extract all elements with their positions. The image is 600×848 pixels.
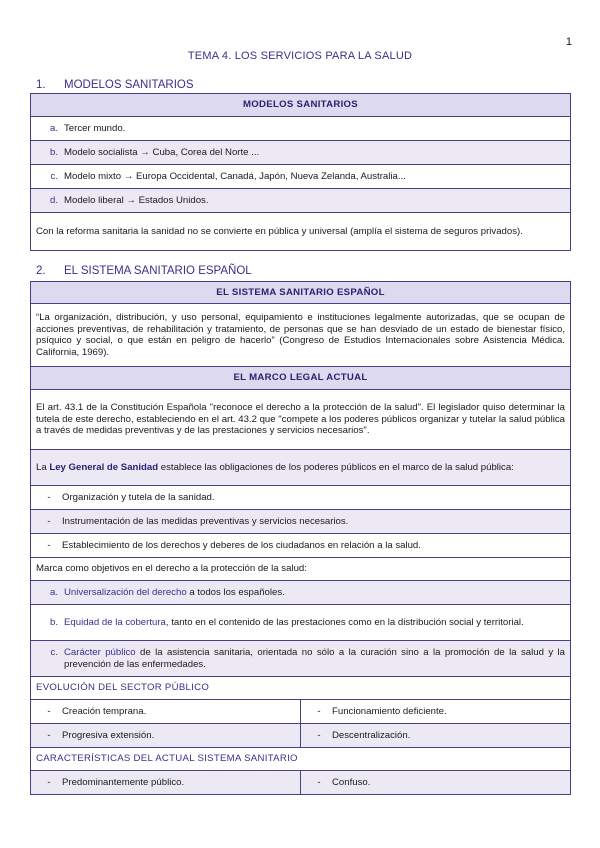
dash-marker: - (47, 705, 51, 717)
list-item (31, 641, 571, 677)
table-cell (301, 724, 571, 748)
page-title: TEMA 4. LOS SERVICIOS PARA LA SALUD (187, 50, 413, 62)
list-item (31, 581, 571, 605)
reform-note: Con la reforma sanitaria la sanidad no se convierte en pública y universal (amplía el sistema de seguros privados). (31, 213, 571, 251)
evolution-title: EVOLUCIÓN DEL SECTOR PÚBLICO (31, 677, 571, 700)
objective-highlight: Carácter público (64, 647, 136, 658)
dash-marker: - (317, 776, 321, 788)
list-item (31, 605, 571, 641)
section-1-heading (36, 79, 194, 91)
item-text: Modelo socialista → Cuba, Corea del Norte ... (64, 146, 260, 158)
dash-marker: - (47, 776, 51, 788)
legal-text: El art. 43.1 de la Constitución Española "reconoce el derecho a la protección de la salud". El legislador quiso determinar la tutela de este derecho, estableciendo en el art. 43.2 que "compete a los poderes públicos organizar y tutelar la salud pública a través de medidas preventivas y de las prestaciones y servicios necesarios". (31, 390, 571, 450)
evolution-text: Funcionamiento deficiente. (332, 705, 447, 717)
table-cell (301, 771, 571, 795)
obligation-text: Establecimiento de los derechos y deberes de los ciudadanos en relación a la salud. (62, 539, 421, 551)
dash-marker: - (317, 729, 321, 741)
characteristics-title: CARACTERÍSTICAS DEL ACTUAL SISTEMA SANITARIO (31, 748, 571, 771)
sistema-sanitario-table (30, 281, 571, 795)
item-marker: a. (49, 586, 58, 598)
obligation-text: Organización y tutela de la sanidad. (62, 491, 215, 503)
item-text: Modelo liberal → Estados Unidos. (64, 194, 209, 206)
item-text: Tercer mundo. (64, 122, 126, 134)
lgs-paragraph (31, 450, 571, 486)
objective-text: a todos los españoles. (186, 586, 285, 598)
objective-highlight: Universalización del derecho (64, 586, 187, 598)
dash-marker: - (47, 539, 51, 551)
list-item (31, 486, 571, 510)
list-item (31, 189, 571, 213)
item-marker: c. (50, 170, 58, 182)
dash-marker: - (47, 729, 51, 741)
objective-highlight: Equidad de la cobertura, (64, 616, 169, 628)
item-marker: d. (49, 194, 58, 206)
lgs-suffix: establece las obligaciones de los poderes públicos en el marco de la salud pública: (158, 461, 514, 473)
sistema-box-title: EL SISTEMA SANITARIO ESPAÑOL (31, 282, 571, 304)
definition-text: “La organización, distribución, y uso personal, equipamiento e instituciones legalmente autorizadas, que se ocupan de acciones preventivas, de rehabilitación y tratamiento, de personas que se han desviado de un estado de bienestar físico, psíquico y social, o que están en peligro de hacerlo” (Congreso de Estudios Internacionales sobre Asistencia Médica. California, 1969). (31, 304, 571, 367)
item-marker: b. (49, 616, 58, 628)
objectives-intro: Marca como objetivos en el derecho a la protección de la salud: (31, 558, 571, 581)
list-item (31, 165, 571, 189)
item-marker: c. (50, 647, 58, 658)
page-number: 1 (565, 36, 572, 48)
item-marker: b. (49, 146, 58, 158)
objective-text: de la asistencia sanitaria, orientada no sólo a la curación sino a la promoción de la salud y la prevención de las enfermedades. (64, 647, 565, 670)
list-item (31, 534, 571, 558)
characteristics-text: Predominantemente público. (62, 776, 185, 788)
evolution-text: Descentralización. (332, 729, 411, 741)
lgs-prefix: La (36, 461, 50, 473)
lgs-name: Ley General de Sanidad (49, 461, 159, 473)
table-cell (31, 771, 301, 795)
list-item (31, 510, 571, 534)
table-cell (31, 724, 301, 748)
section-2-heading (36, 265, 252, 277)
modelos-box-title: MODELOS SANITARIOS (31, 94, 571, 117)
table-cell (301, 700, 571, 724)
item-marker: a. (49, 122, 58, 134)
table-cell (31, 700, 301, 724)
dash-marker: - (47, 515, 51, 527)
dash-marker: - (317, 705, 321, 717)
objective-text: tanto en el contenido de las prestaciones como en la distribución social y territorial. (168, 616, 524, 628)
evolution-text: Progresiva extensión. (62, 729, 155, 741)
item-text: Modelo mixto → Europa Occidental, Canadá, Japón, Nueva Zelanda, Australia... (64, 170, 406, 182)
dash-marker: - (47, 491, 51, 503)
modelos-sanitarios-table (30, 93, 571, 251)
section-2-number: 2. (36, 265, 46, 277)
list-item (31, 117, 571, 141)
list-item (31, 141, 571, 165)
section-1-title: MODELOS SANITARIOS (64, 79, 194, 91)
section-2-title: EL SISTEMA SANITARIO ESPAÑOL (64, 265, 252, 277)
legal-title: EL MARCO LEGAL ACTUAL (31, 367, 571, 390)
evolution-text: Creación temprana. (62, 705, 147, 717)
characteristics-text: Confuso. (332, 776, 371, 788)
obligation-text: Instrumentación de las medidas preventivas y servicios necesarios. (62, 515, 349, 527)
section-1-number: 1. (36, 79, 46, 91)
